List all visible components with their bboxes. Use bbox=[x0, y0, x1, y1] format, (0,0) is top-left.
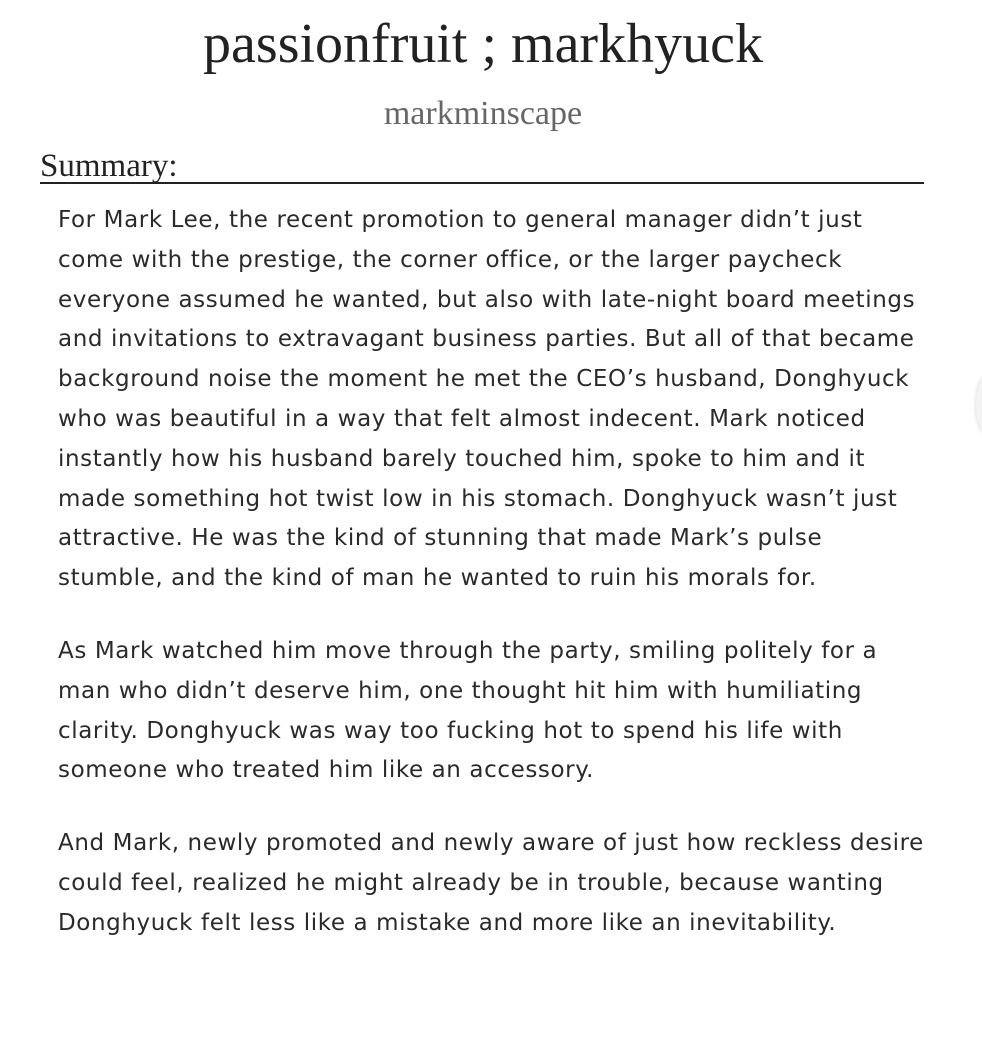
summary-paragraph: As Mark watched him move through the party, smiling politely for a man who didn’t deserve him, one thought hit him with humiliating clarity. Donghyuck was way too fucking hot to spend his life with someone who treated him like an accessory. bbox=[58, 637, 878, 784]
summary-paragraph: And Mark, newly promoted and newly aware of just how reckless desire could feel, realized he might already be in trouble, because wanting Donghyuck felt less like a mistake and more like an inevitability. bbox=[58, 830, 924, 936]
summary-paragraph: For Mark Lee, the recent promotion to general manager didn’t just come with the prestige, the corner office, or the larger paycheck everyone assumed he wanted, but also with late-night board meetings and invitations to extravagant business parties. But all of that became background noise the moment he met the CEO’s husband, Donghyuck who was beautiful in a way that felt almost indecent. Mark noticed instantly how his husband barely touched him, spoke to him and it made something hot twist low in his stomach. Donghyuck wasn’t just attractive. He was the kind of stunning that made Mark’s pulse stumble, and the kind of man he wanted to ruin his morals for. bbox=[58, 207, 916, 592]
summary-body bbox=[58, 201, 924, 977]
author-byline[interactable]: markminscape bbox=[383, 95, 583, 132]
summary-heading: Summary: bbox=[40, 146, 924, 184]
scroll-edge-handle bbox=[976, 378, 982, 432]
work-title: passionfruit ; markhyuck bbox=[203, 13, 763, 75]
